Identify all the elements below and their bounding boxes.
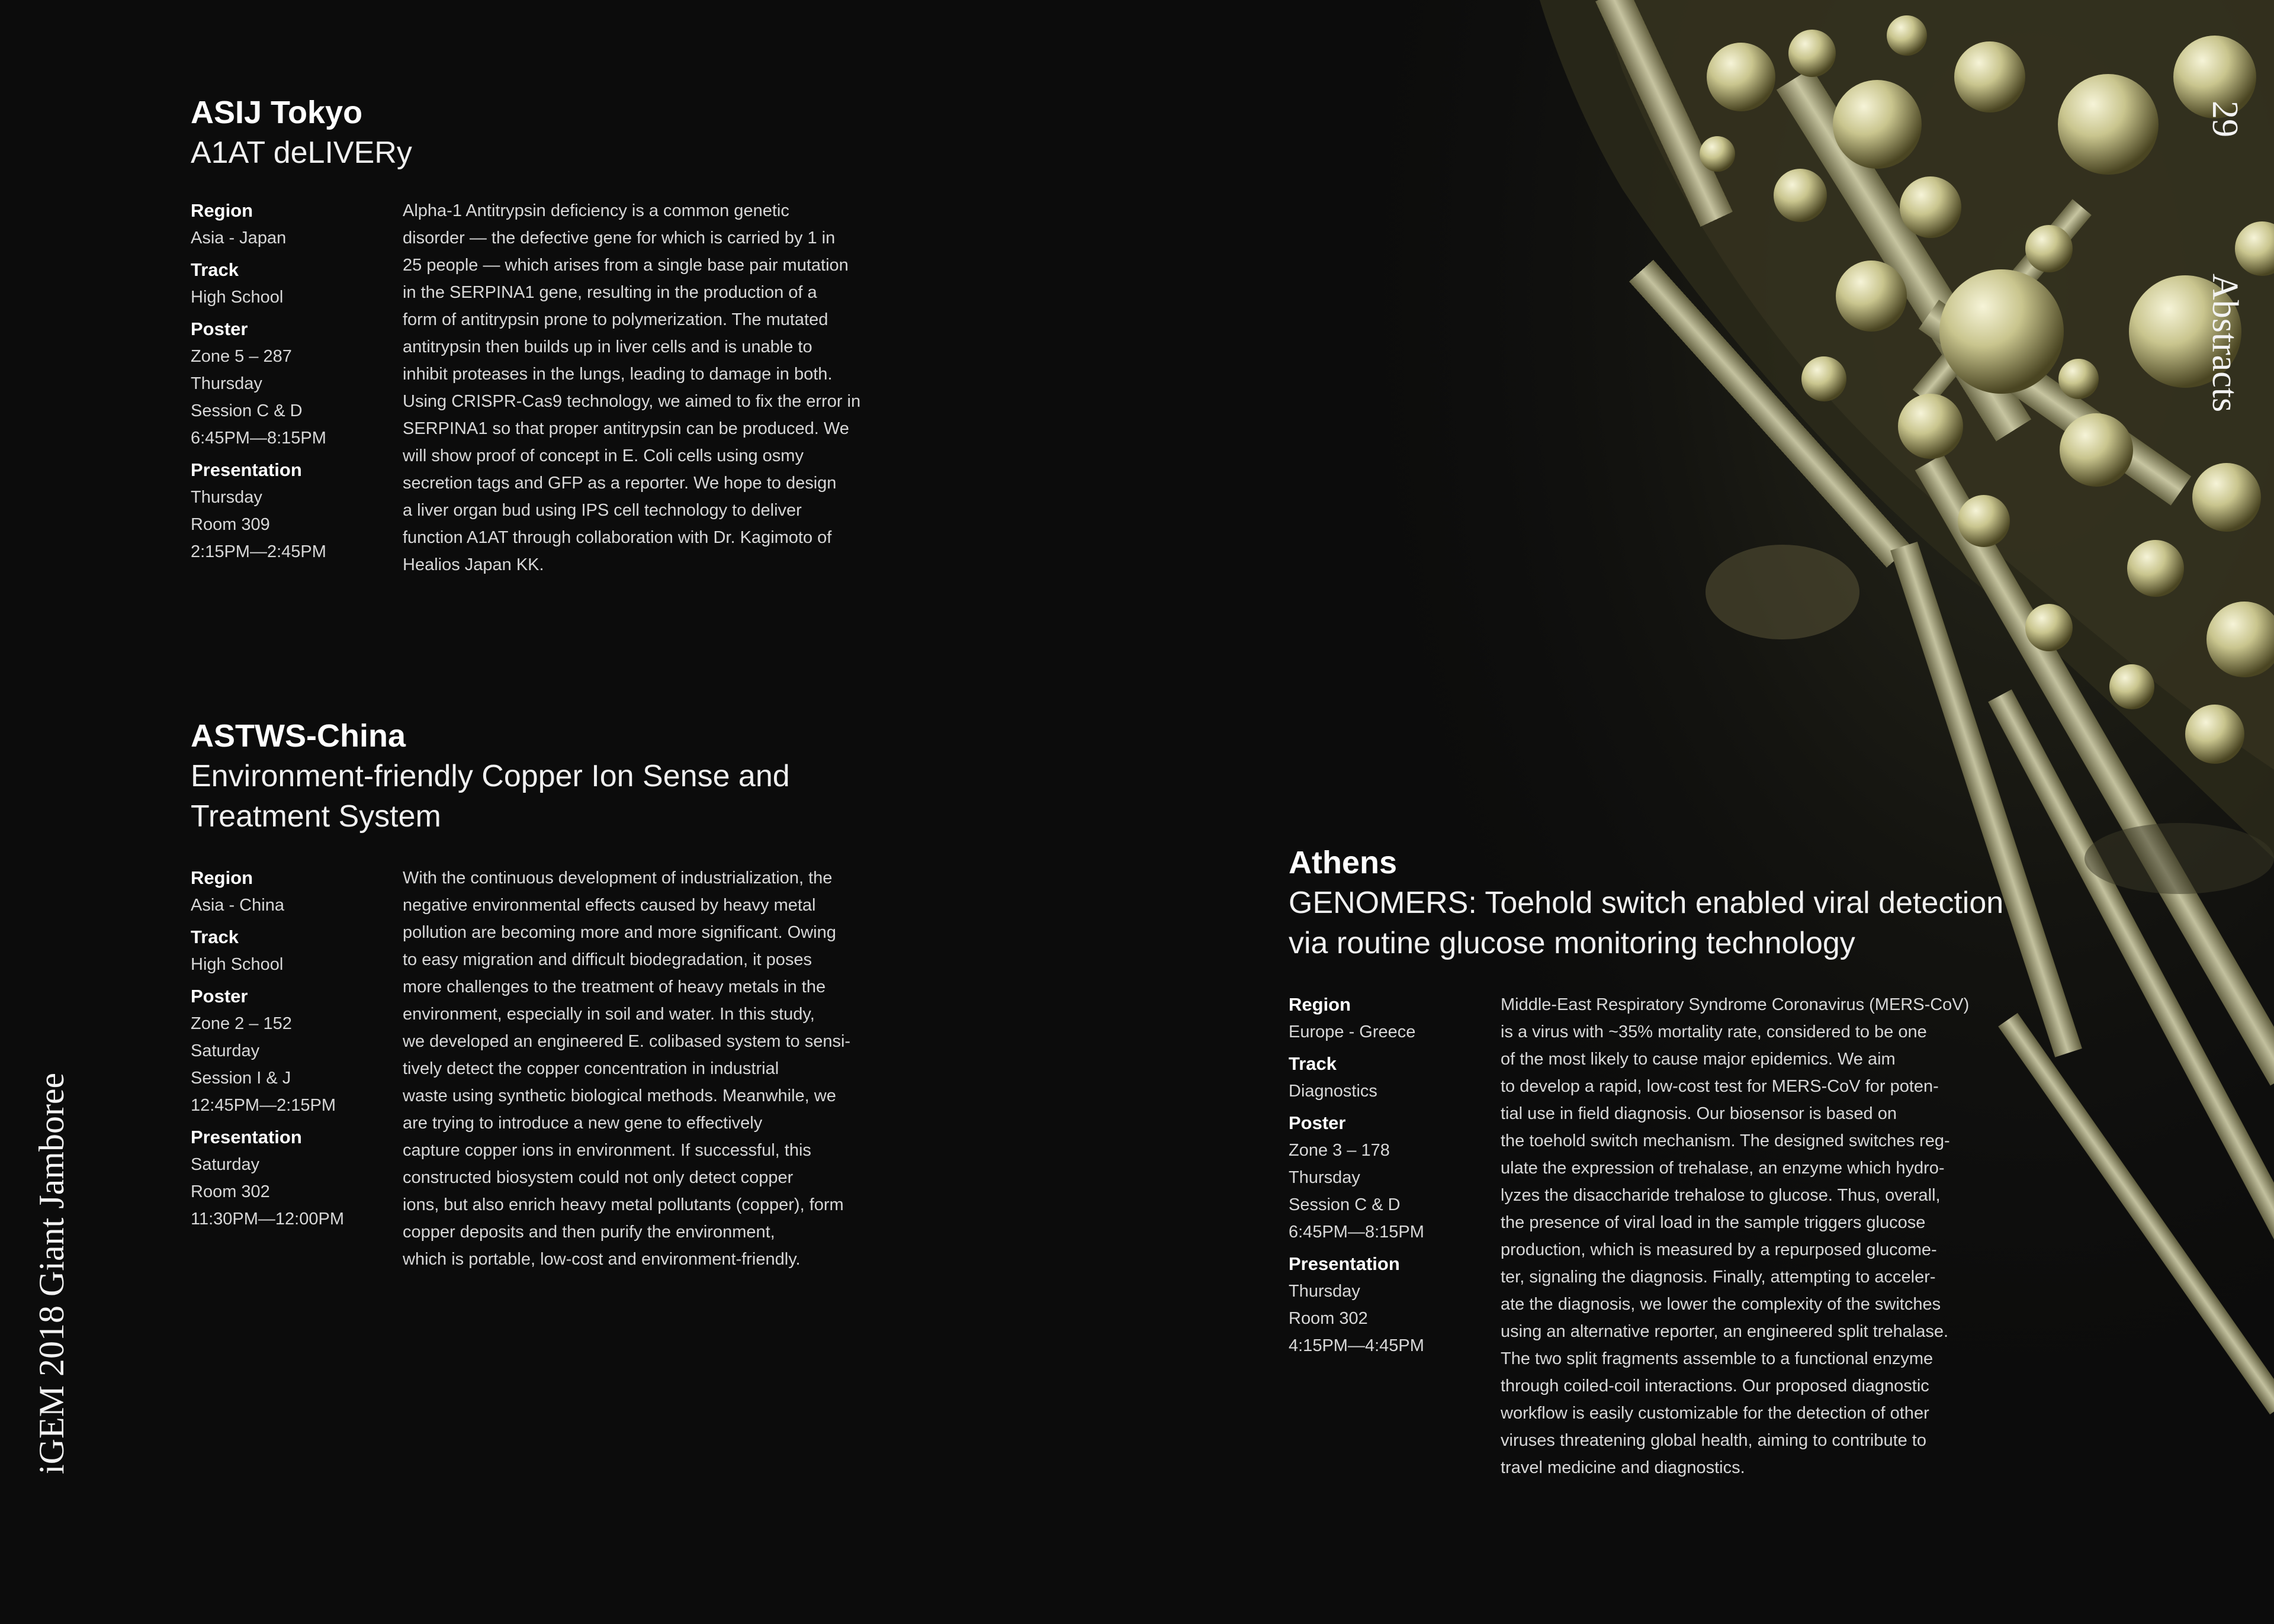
presentation-time: 4:15PM—4:45PM: [1289, 1336, 1424, 1355]
abstract-line: environment, especially in soil and water. In this study,: [403, 1005, 815, 1024]
team-name: Athens: [1289, 845, 1398, 880]
poster-time: 6:45PM—8:15PM: [1289, 1223, 1424, 1242]
abstract-line: tial use in field diagnosis. Our biosensor is based on: [1501, 1104, 1897, 1123]
abstract-line: which is portable, low-cost and environment-friendly.: [403, 1250, 801, 1269]
region-label: Region: [191, 200, 253, 221]
abstract-line: workflow is easily customizable for the detection of other: [1501, 1404, 1929, 1423]
presentation-label: Presentation: [191, 1127, 302, 1147]
abstract-line: disorder — the defective gene for which is carried by 1 in: [403, 229, 836, 247]
project-title: GENOMERS: Toehold switch enabled viral detection via routine glucose monitoring technology: [1289, 886, 2004, 960]
team-heading: [1289, 842, 2003, 963]
track-value: High School: [191, 288, 284, 307]
abstract-line: a liver organ bud using IPS cell technology to deliver: [403, 501, 802, 520]
abstract-line: the presence of viral load in the sample triggers glucose: [1501, 1213, 1926, 1232]
poster-session: Session I & J: [191, 1069, 291, 1088]
abstract-line: waste using synthetic biological methods. Meanwhile, we: [403, 1086, 836, 1105]
poster-day: Thursday: [1289, 1168, 1360, 1187]
publication-title: iGEM 2018 Giant Jamboree: [32, 1072, 71, 1474]
presentation-room: Room 302: [191, 1182, 270, 1201]
region-value: Asia - Japan: [191, 229, 287, 247]
abstract-line: ulate the expression of trehalase, an enzyme which hydro-: [1501, 1159, 1945, 1178]
abstract-line: antitrypsin then builds up in liver cells and is unable to: [403, 337, 812, 356]
region-label: Region: [1289, 994, 1351, 1015]
region-label: Region: [191, 867, 253, 888]
presentation-room: Room 309: [191, 515, 270, 534]
team-name: ASTWS-China: [191, 718, 406, 754]
abstract-line: pollution are becoming more and more significant. Owing: [403, 923, 836, 942]
abstract-line: will show proof of concept in E. Coli cells using osmy: [403, 446, 804, 465]
abstract-line: form of antitrypsin prone to polymerization. The mutated: [403, 310, 828, 329]
track-value: High School: [191, 955, 284, 974]
abstract-line: tively detect the copper concentration in industrial: [403, 1059, 779, 1078]
team-heading: [191, 716, 790, 837]
abstract-line: Healios Japan KK.: [403, 555, 544, 574]
page-number: 29: [2205, 101, 2245, 137]
abstract-line: through coiled-coil interactions. Our proposed diagnostic: [1501, 1377, 1929, 1395]
poster-day: Thursday: [191, 374, 262, 393]
abstract-line: negative environmental effects caused by heavy metal: [403, 896, 816, 915]
presentation-room: Room 302: [1289, 1309, 1368, 1328]
presentation-label: Presentation: [191, 459, 302, 480]
poster-time: 6:45PM—8:15PM: [191, 429, 326, 448]
abstract: [1501, 991, 1969, 1481]
abstract-line: capture copper ions in environment. If successful, this: [403, 1141, 811, 1160]
project-title: A1AT deLIVERy: [191, 136, 412, 170]
abstract-line: With the continuous development of industrialization, the: [403, 869, 833, 887]
presentation-day: Thursday: [191, 488, 262, 507]
poster-label: Poster: [191, 319, 248, 339]
presentation-day: Saturday: [191, 1155, 260, 1174]
abstract-line: production, which is measured by a repurposed glucome-: [1501, 1240, 1937, 1259]
abstract-line: ate the diagnosis, we lower the complexity of the switches: [1501, 1295, 1941, 1314]
abstract-line: ions, but also enrich heavy metal pollutants (copper), form: [403, 1195, 844, 1214]
track-value: Diagnostics: [1289, 1082, 1377, 1101]
poster-day: Saturday: [191, 1041, 260, 1060]
abstract-line: Using CRISPR-Cas9 technology, we aimed to fix the error in: [403, 392, 861, 411]
abstract-line: in the SERPINA1 gene, resulting in the production of a: [403, 283, 817, 302]
region-value: Asia - China: [191, 896, 284, 915]
abstract-line: The two split fragments assemble to a functional enzyme: [1501, 1349, 1933, 1368]
abstract-line: viruses threatening global health, aiming to contribute to: [1501, 1431, 1926, 1450]
poster-session: Session C & D: [191, 401, 303, 420]
abstract-line: 25 people — which arises from a single base pair mutation: [403, 256, 849, 275]
poster-zone: Zone 3 – 178: [1289, 1141, 1390, 1160]
abstract: [403, 197, 860, 578]
poster-session: Session C & D: [1289, 1195, 1401, 1214]
abstract-line: to develop a rapid, low-cost test for MERS-CoV for poten-: [1501, 1077, 1939, 1096]
team-info: [1289, 991, 1424, 1364]
project-title: Environment-friendly Copper Ion Sense and Treatment System: [191, 759, 790, 834]
abstract-line: to easy migration and difficult biodegradation, it poses: [403, 950, 812, 969]
abstract-line: ter, signaling the diagnosis. Finally, attempting to acceler-: [1501, 1268, 1936, 1287]
team-info: [191, 864, 344, 1237]
presentation-time: 11:30PM—12:00PM: [191, 1210, 344, 1229]
region-value: Europe - Greece: [1289, 1022, 1416, 1041]
track-label: Track: [1289, 1053, 1337, 1074]
abstract-line: Middle-East Respiratory Syndrome Coronavirus (MERS-CoV): [1501, 995, 1970, 1014]
abstract: [403, 864, 850, 1273]
team-name: ASIJ Tokyo: [191, 95, 363, 130]
team-heading: [191, 92, 412, 173]
abstract-line: is a virus with ~35% mortality rate, considered to be one: [1501, 1022, 1927, 1041]
abstract-line: copper deposits and then purify the environment,: [403, 1223, 775, 1242]
team-info: [191, 197, 326, 570]
abstract-line: we developed an engineered E. colibased system to sensi-: [403, 1032, 851, 1051]
abstract-line: more challenges to the treatment of heavy metals in the: [403, 977, 826, 996]
presentation-time: 2:15PM—2:45PM: [191, 542, 326, 561]
poster-label: Poster: [191, 986, 248, 1006]
abstract-line: are trying to introduce a new gene to effectively: [403, 1114, 763, 1133]
abstract-line: travel medicine and diagnostics.: [1501, 1458, 1745, 1477]
abstract-line: using an alternative reporter, an engineered split trehalase.: [1501, 1322, 1949, 1341]
abstract-line: secretion tags and GFP as a reporter. We hope to design: [403, 474, 837, 493]
poster-zone: Zone 5 – 287: [191, 347, 292, 366]
abstract-line: function A1AT through collaboration with Dr. Kagimoto of: [403, 528, 832, 547]
poster-label: Poster: [1289, 1112, 1346, 1133]
abstract-line: Alpha-1 Antitrypsin deficiency is a common genetic: [403, 201, 789, 220]
poster-time: 12:45PM—2:15PM: [191, 1096, 336, 1115]
poster-zone: Zone 2 – 152: [191, 1014, 292, 1033]
abstract-line: the toehold switch mechanism. The designed switches reg-: [1501, 1131, 1950, 1150]
abstract-line: SERPINA1 so that proper antitrypsin can be produced. We: [403, 419, 849, 438]
abstract-line: constructed biosystem could not only detect copper: [403, 1168, 794, 1187]
section-title: Abstracts: [2205, 274, 2245, 413]
presentation-label: Presentation: [1289, 1253, 1400, 1274]
abstract-line: inhibit proteases in the lungs, leading to damage in both.: [403, 365, 833, 384]
abstract-line: lyzes the disaccharide trehalose to glucose. Thus, overall,: [1501, 1186, 1941, 1205]
track-label: Track: [191, 927, 239, 947]
page-header: [2204, 101, 2246, 412]
track-label: Track: [191, 259, 239, 280]
abstract-line: of the most likely to cause major epidemics. We aim: [1501, 1050, 1896, 1069]
presentation-day: Thursday: [1289, 1282, 1360, 1301]
